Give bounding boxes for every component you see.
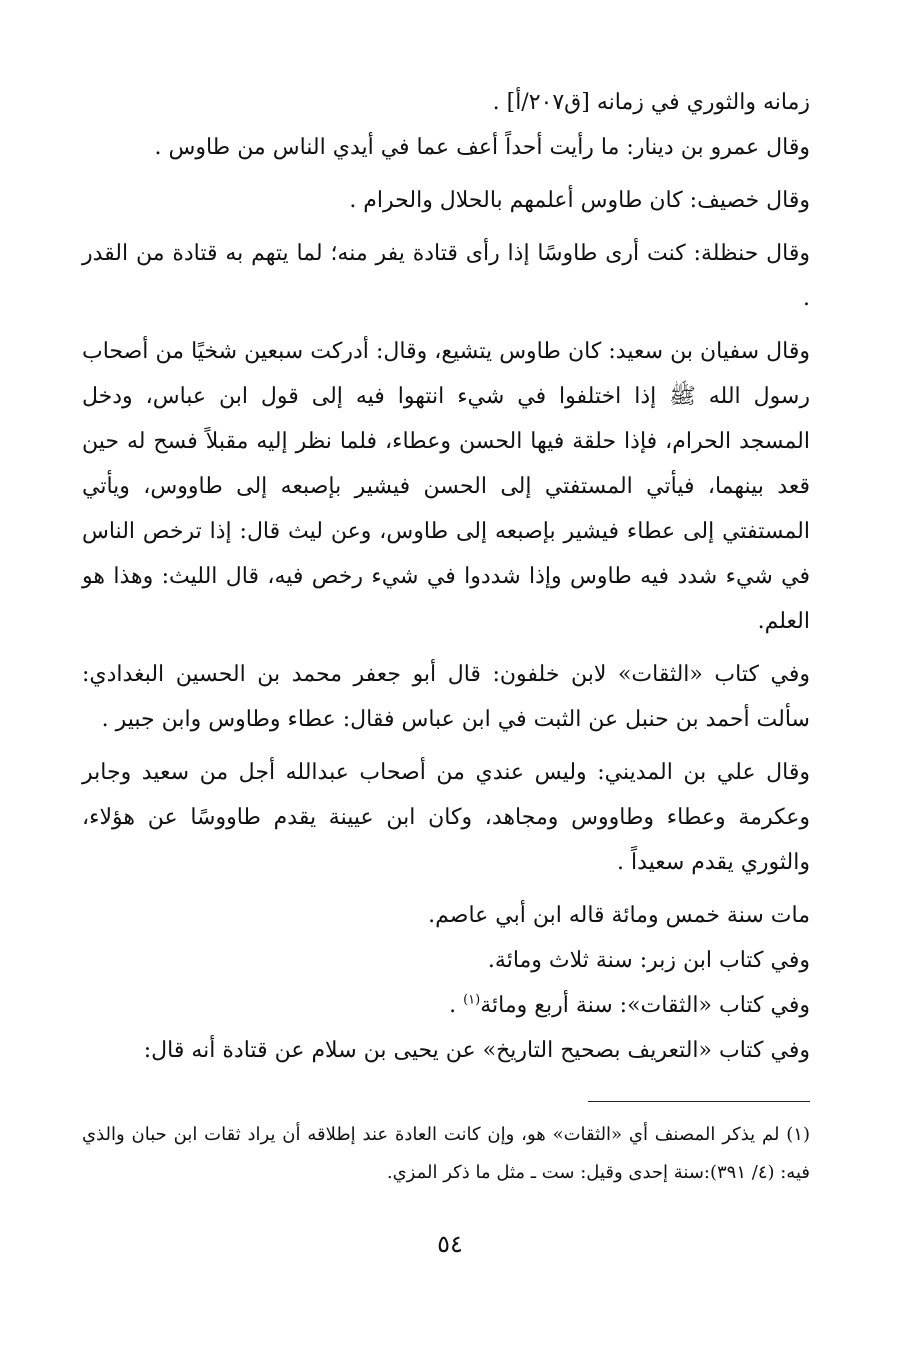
footnote-marker: (١): [463, 992, 481, 1008]
paragraph-text: وفي كتاب «الثقات»: سنة أربع ومائة: [480, 993, 810, 1018]
paragraph: وقال حنظلة: كنت أرى طاوسًا إذا رأى قتادة يفر منه؛ لما يتهم به قتادة من القدر .: [82, 241, 810, 311]
paragraph: وقال عمرو بن دينار: ما رأيت أحداً أعف عما في أيدي الناس من طاوس .: [154, 135, 810, 160]
paragraph: وقال سفيان بن سعيد: كان طاوس يتشيع، وقال: أدركت سبعين شخيًا من أصحاب رسول الله ﷺ إذا اختلفوا في شيء انتهوا فيه إلى قول ابن عباس، ودخل المسجد الحرام، فإذا حلقة فيها الحسن وعطاء، فلما نظر إليه مقبلاً فسح له حين قعد بينهما، فيأتي المستفتي إلى الحسن فيشير بإصبعه إلى طاووس، ويأتي المستفتي إلى عطاء فيشير بإصبعه إلى طاوس، وعن ليث قال: إذا ترخص الناس في شيء شدد فيه طاوس وإذا شددوا في شيء رخص فيه، قال الليث: وهذا هو العلم.: [82, 339, 810, 634]
paragraph-end: .: [449, 993, 464, 1018]
footnote: (١) لم يذكر المصنف أي «الثقات» هو، وإن كانت العادة عند إطلاقه أن يراد ثقات ابن حبان والذي فيه: (٤/ ٣٩١):سنة إحدى وقيل: ست ـ مثل ما ذكر المزي.: [82, 1124, 810, 1183]
footnote-divider: [588, 1101, 810, 1102]
paragraph: وقال خصيف: كان طاوس أعلمهم بالحلال والحرام .: [349, 188, 810, 213]
paragraph: مات سنة خمس ومائة قاله ابن أبي عاصم.: [428, 903, 810, 928]
paragraph: وفي كتاب ابن زبر: سنة ثلاث ومائة.: [487, 948, 810, 973]
paragraph: وفي كتاب «التعريف بصحيح التاريخ» عن يحيى بن سلام عن قتادة أنه قال:: [143, 1038, 810, 1063]
main-text: [82, 80, 810, 1073]
paragraph: زمانه والثوري في زمانه [ق٢٠٧/أ] .: [492, 90, 810, 115]
paragraph: وقال علي بن المديني: وليس عندي من أصحاب عبدالله أجل من سعيد وجابر وعكرمة وعطاء وطاووس ومجاهد، وكان ابن عيينة يقدم طاووسًا عن هؤلاء، والثوري يقدم سعيداً .: [82, 760, 810, 875]
paragraph-with-footnote: [82, 983, 810, 1028]
paragraph: وفي كتاب «الثقات» لابن خلفون: قال أبو جعفر محمد بن الحسين البغدادي: سألت أحمد بن حنبل عن الثبت في ابن عباس فقال: عطاء وطاوس وابن جبير .: [82, 662, 810, 732]
page-number: ٥٤: [437, 1230, 463, 1258]
